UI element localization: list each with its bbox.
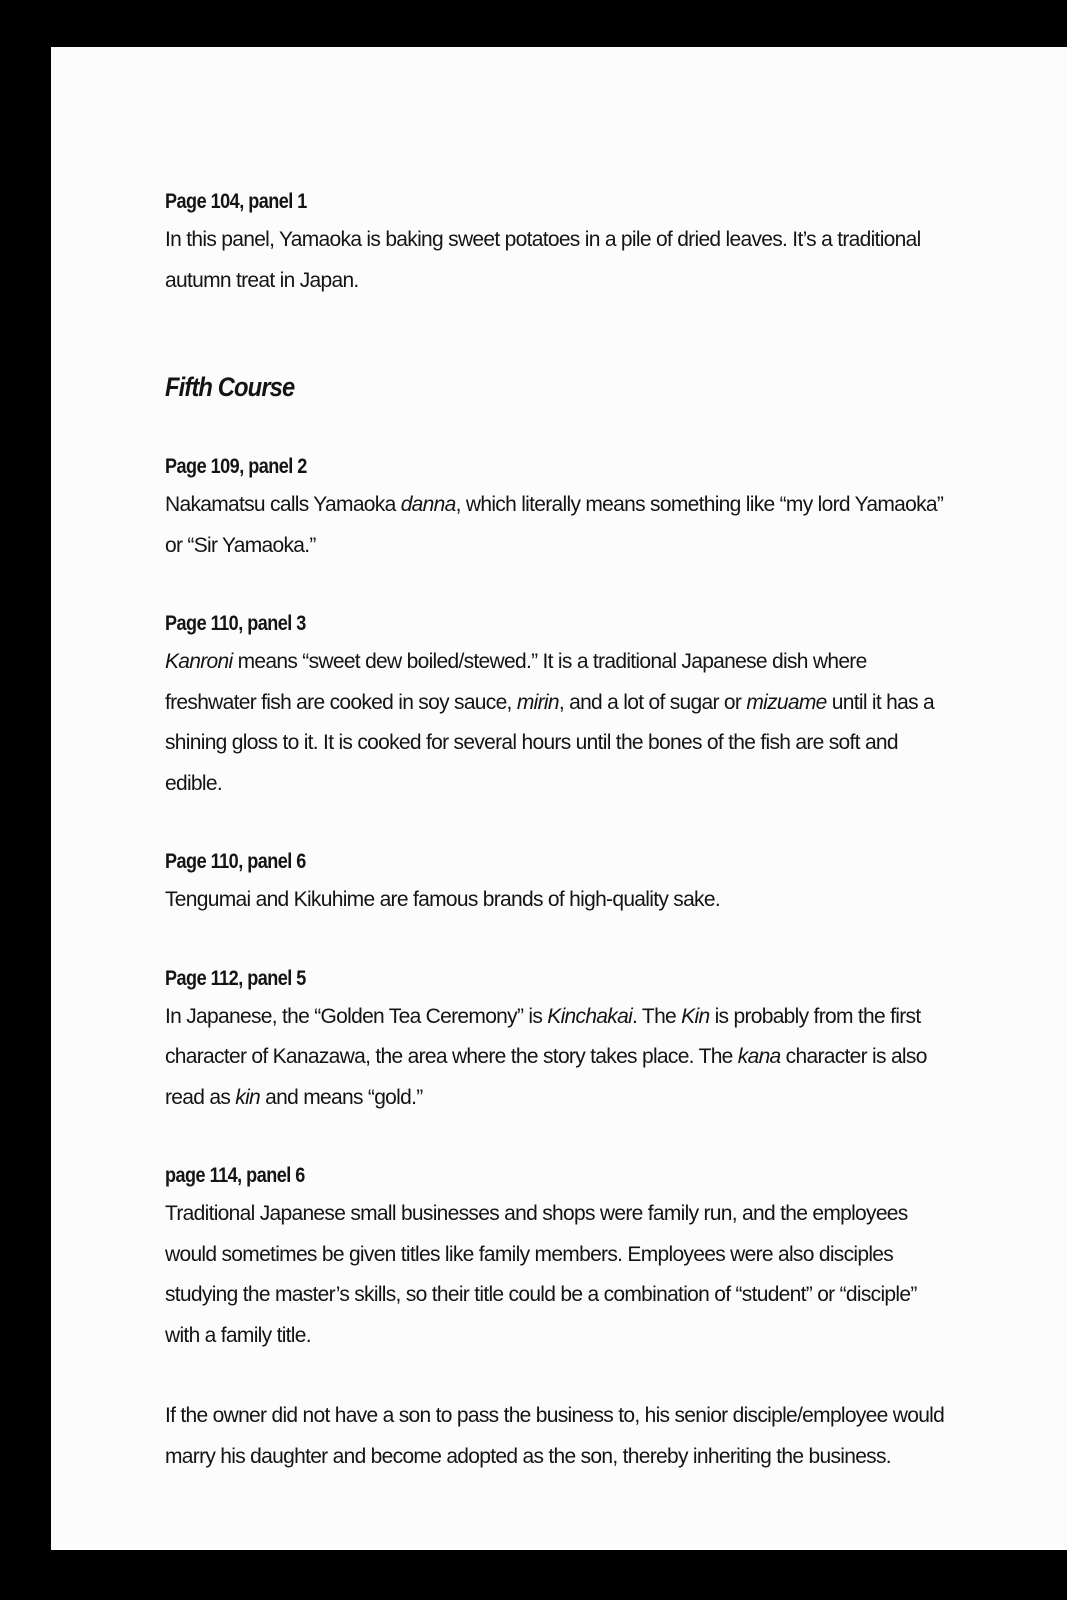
italic-term: kin (235, 1085, 261, 1109)
text-run: until it has a shining gloss to it. It is cooked for several hours until the bones of the fish are soft and edible. (165, 690, 935, 795)
text-run: means “sweet dew boiled/stewed.” It is a traditional Japanese dish where freshwater fish are cooked in soy sauce, (165, 650, 867, 714)
note-page-104-panel-1 (165, 184, 945, 301)
note-heading: Page 104, panel 1 (165, 190, 307, 213)
italic-term: kana (737, 1045, 781, 1068)
text-run: In Japanese, the “Golden Tea Ceremony” is (165, 1004, 548, 1028)
note-page-112-panel-5 (165, 961, 945, 1119)
note-text (165, 997, 945, 1119)
spacer (165, 405, 945, 449)
note-page-109-panel-2 (165, 449, 945, 566)
text-run: , and a lot of sugar or (558, 690, 747, 714)
italic-term: mizuame (746, 690, 827, 714)
italic-term: Kin (681, 1004, 710, 1028)
note-text (165, 485, 945, 566)
italic-term: mirin (516, 690, 559, 714)
note-text: Traditional Japanese small businesses and shops were family run, and the employees would sometimes be given titles like family members. Employees were also disciples studying the master’s skills, so their title could be a combination of “student” or “disciple” with a family title. (165, 1202, 917, 1347)
note-heading: Page 110, panel 3 (165, 612, 306, 635)
note-heading: Page 110, panel 6 (165, 850, 306, 873)
spacer (165, 1356, 945, 1396)
text-run: is probably from the first character of Kanazawa, the area where the story takes place. The (165, 1004, 921, 1068)
text-run: Nakamatsu calls Yamaoka (165, 493, 401, 516)
spacer (165, 921, 945, 961)
spacer (165, 804, 945, 844)
note-text: In this panel, Yamaoka is baking sweet potatoes in a pile of dried leaves. It’s a traditional autumn treat in Japan. (165, 228, 921, 292)
text-run: and means “gold.” (260, 1085, 423, 1109)
note-heading: page 114, panel 6 (165, 1164, 305, 1187)
italic-term: Kanroni (165, 650, 233, 673)
note-text-2: If the owner did not have a son to pass the business to, his senior disciple/employee would marry his daughter and become adopted as the son, thereby inheriting the business. (165, 1404, 945, 1468)
note-page-110-panel-6 (165, 844, 945, 921)
text-run: , which literally means something like “my lord Yamaoka” or “Sir Yamaoka.” (165, 493, 944, 557)
spacer (165, 566, 945, 606)
text-run: character is also read as (165, 1045, 927, 1109)
section-title: Fifth Course (165, 372, 295, 402)
spacer (165, 1118, 945, 1158)
note-page-110-panel-3 (165, 606, 945, 804)
note-text: Tengumai and Kikuhime are famous brands of high-quality sake. (165, 888, 720, 911)
note-heading: Page 109, panel 2 (165, 455, 307, 478)
book-page (51, 47, 1067, 1550)
spacer (165, 301, 945, 369)
note-page-114-panel-6 (165, 1158, 945, 1477)
text-run: . The (632, 1004, 682, 1028)
note-heading: Page 112, panel 5 (165, 966, 306, 990)
note-text (165, 642, 945, 804)
italic-term: Kinchakai (547, 1004, 633, 1028)
italic-term: danna (400, 493, 456, 516)
page-content (165, 184, 945, 1477)
